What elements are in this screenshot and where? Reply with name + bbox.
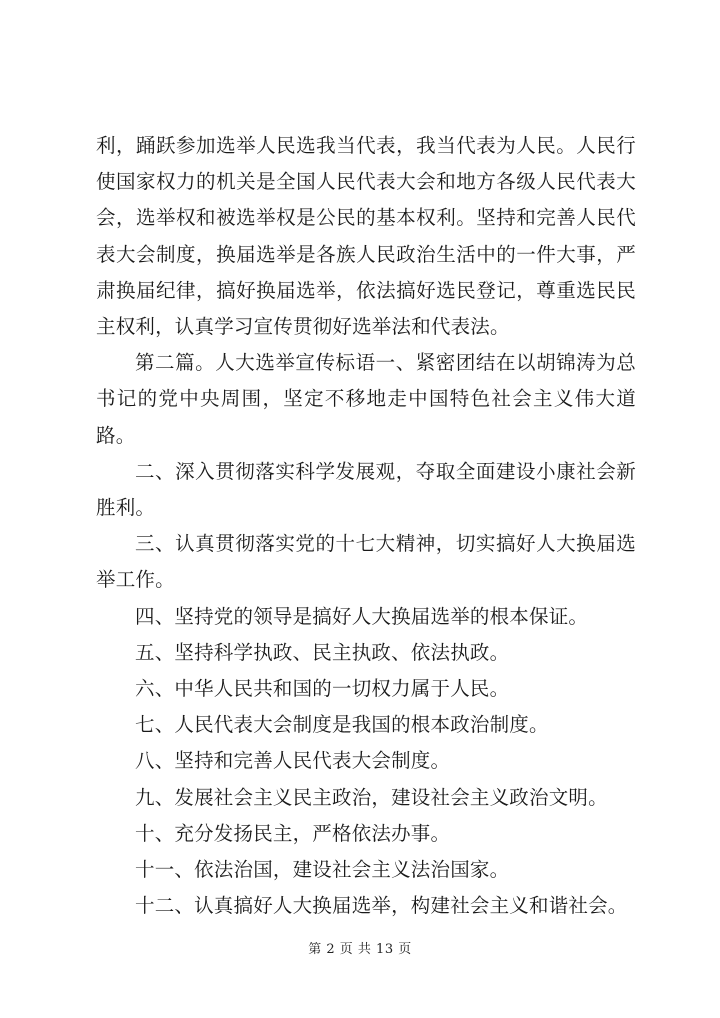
slogan-item-3: 三、认真贯彻落实党的十七大精神，切实搞好人大换届选举工作。 [96, 532, 636, 592]
paragraph-section-two-intro: 第二篇。人大选举宣传标语一、紧密团结在以胡锦涛为总书记的党中央周围，坚定不移地走中国特色社会主义伟大道路。 [96, 351, 636, 447]
paragraph-continuation: 利，踊跃参加选举人民选我当代表，我当代表为人民。人民行使国家权力的机关是全国人民代表大会和地方各级人民代表大会，选举权和被选举权是公民的基本权利。坚持和完善人民代表大会制度，换届选举是各族人民政治生活中的一件大事，严肃换届纪律，搞好换届选举，依法搞好选民登记，尊重选民民主权利，认真学习宣传贯彻好选举法和代表法。 [96, 134, 636, 339]
page-number-footer: 第 2 页 共 13 页 [308, 942, 412, 957]
slogan-item-5: 五、坚持科学执政、民主执政、依法执政。 [135, 640, 510, 664]
slogan-item-12: 十二、认真搞好人大换届选举，构建社会主义和谐社会。 [135, 894, 628, 918]
slogan-item-8: 八、坚持和完善人民代表大会制度。 [135, 749, 451, 773]
slogan-item-11: 十一、依法治国，建设社会主义法治国家。 [135, 858, 510, 882]
slogan-item-4: 四、坚持党的领导是搞好人大换届选举的根本保证。 [135, 604, 589, 628]
slogan-item-7: 七、人民代表大会制度是我国的根本政治制度。 [135, 713, 549, 737]
slogan-item-9: 九、发展社会主义民主政治，建设社会主义政治文明。 [135, 785, 608, 809]
slogan-item-10: 十、充分发扬民主，严格依法办事。 [135, 821, 451, 845]
document-body [96, 128, 636, 924]
slogan-item-2: 二、深入贯彻落实科学发展观，夺取全面建设小康社会新胜利。 [96, 459, 636, 520]
slogan-item-6: 六、中华人民共和国的一切权力属于人民。 [135, 677, 510, 701]
